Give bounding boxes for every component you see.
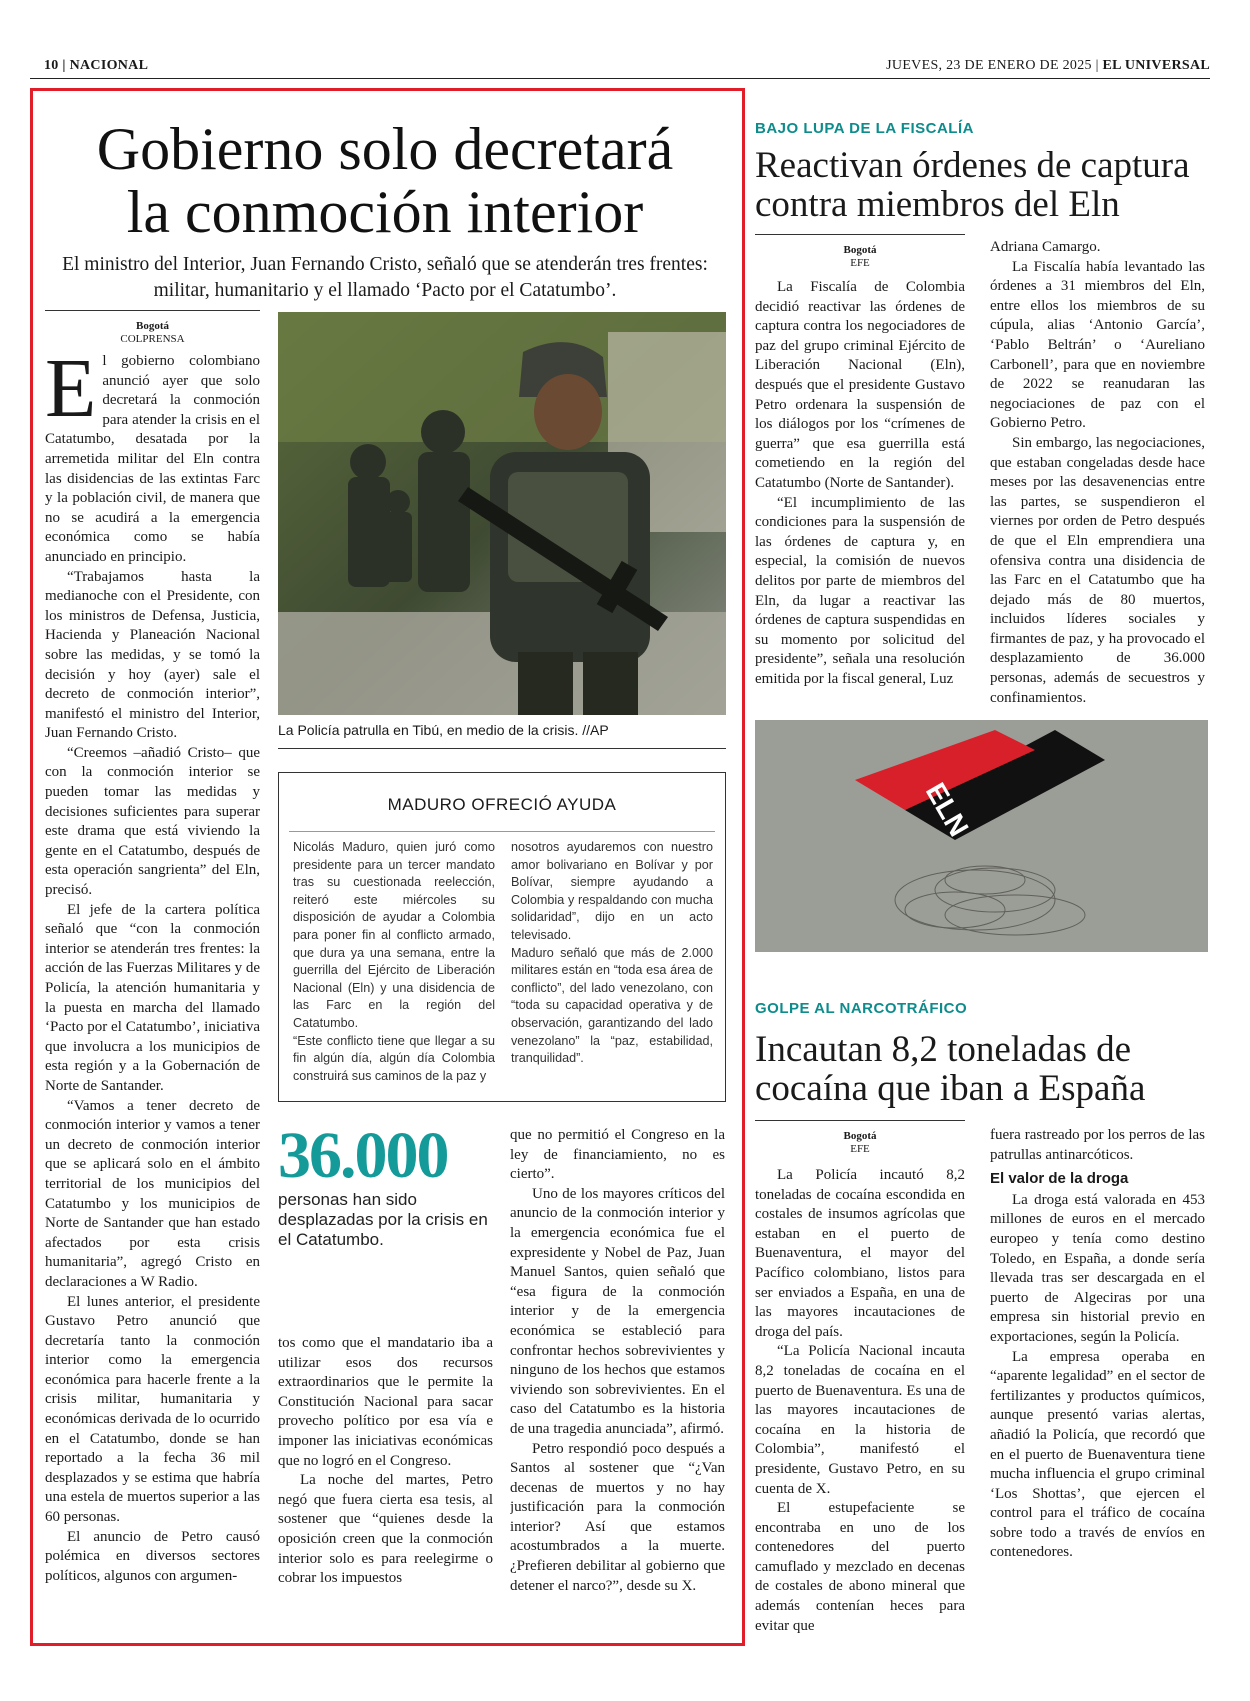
police-patrol-image <box>278 312 726 715</box>
eln-flag-image <box>755 720 1208 952</box>
eln-byline <box>755 244 965 270</box>
paragraph: La Fiscalía de Colombia decidió reactivar las órdenes de captura contra los negociadores de paz del grupo criminal Ejército de Liberación Nacional (Eln), después que el presidente Gustavo Petro ordenara la suspensión de los diálogos por los “crímenes de guerra” que esa guerrilla está cometiendo en la región del Catatumbo (Norte de Santander). <box>755 279 965 491</box>
page-number: 10 <box>44 58 59 73</box>
box-column-1 <box>293 839 495 1085</box>
main-headline <box>40 118 730 244</box>
byline-city: Bogotá <box>843 1130 877 1142</box>
byline-rule <box>45 310 260 311</box>
eln-headline-line2: contra miembros del Eln <box>755 184 1120 225</box>
page-folio: 10 | NACIONAL <box>44 58 149 73</box>
main-column-2 <box>278 1334 493 1634</box>
byline-city: Bogotá <box>136 320 169 332</box>
cocaine-byline <box>755 1130 965 1156</box>
box-title: MADURO OFRECIÓ AYUDA <box>387 795 617 814</box>
eln-flag-photo <box>755 720 1208 952</box>
paragraph: l gobierno colombiano anunció ayer que solo decretará la conmoción para atender la crisis en el Catatumbo, desatada por la arremetida militar del Eln contra las disidencias de las extintas Farc y la población civil, de manera que no se acudirá a la emergencia económica como se había anunciado en principio. <box>45 353 260 565</box>
eln-headline-line1: Reactivan órdenes de captura <box>755 145 1190 186</box>
paragraph: Petro respondió poco después a Santos al sostener que “¿Van decenas de muertos y no hay justificación para la conmoción interior? Así que estamos acostumbrados a la muerte. ¿Prefieren debilitar al gobierno que detener el narco?”, desde su X. <box>510 1440 725 1594</box>
header-rule <box>30 78 1210 79</box>
box-title-rule <box>289 831 715 832</box>
cocaine-headline-line1: Incautan 8,2 toneladas de <box>755 1029 1132 1070</box>
paragraph: Adriana Camargo. <box>990 239 1101 255</box>
paragraph: La Fiscalía había levantado las órdenes a 31 miembros del Eln, entre ellos los miembros de su cúpula, alias ‘Antonio García’, ‘Pablo Beltrán’ o ‘Aureliano Carbonell’, para que en noviembre de 2022 se reanudaran las negociaciones de paz con el Gobierno Petro. <box>990 258 1205 432</box>
section-name: NACIONAL <box>69 58 149 73</box>
page-dateline: JUEVES, 23 DE ENERO DE 2025 | EL UNIVERSAL <box>886 58 1210 73</box>
cocaine-headline <box>755 1030 1215 1108</box>
paragraph: “La Policía Nacional incauta 8,2 toneladas de cocaína en el puerto de Buenaventura. Es una de las mayores incautaciones de cocaína en la historia de Colombia”, manifestó el presidente, Gustavo Petro, en su cuenta de X. <box>755 1343 965 1497</box>
eln-column-1 <box>755 278 965 708</box>
box-paragraph: Maduro señaló que más de 2.000 militares están en “toda esa área de conflicto”, del lado venezolano, con “toda su capacidad operativa y de observación, garantizando del lado venezolano” la “paz, estabilidad, tranquilidad”. <box>511 945 713 1066</box>
cocaine-column-1 <box>755 1166 965 1636</box>
box-paragraph: “Este conflicto tiene que llegar a su fin algún día, algún día Colombia construirá sus caminos de la paz y <box>293 1033 495 1083</box>
box-paragraph: nosotros ayudaremos con nuestro amor bolivariano en Bolívar y por Bolívar, siempre ayudando a Colombia y respaldando con mucha solidaridad”, dijo en un acto televisado. <box>511 840 713 942</box>
box-paragraph: Nicolás Maduro, quien juró como presidente para un tercer mandato tras su cuestionada reelección, reiteró este miércoles su disposición de ayudar a Colombia para poner fin al conflicto armado, que dura ya una semana, entre la guerrilla del Ejército de Liberación Nacional (Eln) y una disidencia de las Farc en la región del Catatumbo. <box>293 840 495 1030</box>
paragraph: que no permitió el Congreso en la ley de financiamiento, no es cierto”. <box>510 1127 725 1183</box>
byline-city: Bogotá <box>843 244 877 256</box>
cocaine-column-2 <box>990 1126 1205 1636</box>
stat-number: 36.000 <box>278 1119 448 1192</box>
paragraph: Sin embargo, las negociaciones, que estaban congeladas desde hace meses por las desavenencias entre las partes, se suspendieron el viernes por orden de Petro después de que el Eln emprendiera una ofensiva contra una disidencia de las Farc en el Catatumbo que ha dejado más de 80 muertos, incluidos líderes sociales y firmantes de paz, y ha provocado el desplazamiento de 36.000 personas, además de secuestros y confinamientos. <box>990 434 1205 706</box>
byline-agency: COLPRENSA <box>120 333 185 345</box>
flag-text: ELN <box>919 777 975 842</box>
eln-headline <box>755 146 1215 224</box>
paragraph: La empresa operaba en “aparente legalidad” en el sector de fertilizantes y productos químicos, aunque presentó varias alertas, añadió la Policía, que recordó que en el puerto de Buenaventura tiene mucha influencia el grupo criminal ‘Los Shottas’, que ejercen el control para el tráfico de cocaína sobre todo a través de envíos en contenedores. <box>990 1348 1205 1561</box>
byline-agency: EFE <box>850 257 870 269</box>
kicker-narcotrafico: GOLPE AL NARCOTRÁFICO <box>755 1000 968 1017</box>
newspaper-name: EL UNIVERSAL <box>1102 58 1210 73</box>
paragraph: “El incumplimiento de las condiciones para la suspensión de las órdenes de captura y, en especial, la comisión de nuevos delitos por parte de miembros del Eln, da lugar a reactivar las órdenes de captura suspendidas en su momento por solicitud del presidente”, señala una resolución emitida por la fiscal general, Luz <box>755 494 965 687</box>
caption-rule <box>278 748 726 749</box>
paragraph: El anuncio de Petro causó polémica en diversos sectores políticos, algunos con argumen- <box>45 1528 260 1584</box>
paragraph: “Vamos a tener decreto de conmoción interior y vamos a tener un decreto de conmoción interior que se aplicará solo en el ámbito territorial de los municipios del Catatumbo y los municipios de Norte de Santander que han estado afectados por esta crisis humanitaria”, agregó Cristo en declaraciones a W Radio. <box>45 1097 260 1290</box>
issue-date: JUEVES, 23 DE ENERO DE 2025 <box>886 58 1092 73</box>
kicker-fiscalia: BAJO LUPA DE LA FISCALÍA <box>755 120 974 137</box>
main-photo <box>278 312 726 715</box>
main-column-1 <box>45 352 260 1642</box>
paragraph: tos como que el mandatario iba a utilizar esos dos recursos extraordinarios que le permite la Constitución Nacional para sacar provecho político por esa vía e imponer las iniciativas económicas que no logró en el Congreso. <box>278 1335 493 1469</box>
main-column-3 <box>510 1126 725 1636</box>
main-headline-line2: la conmoción interior <box>126 179 644 245</box>
main-byline <box>45 320 260 346</box>
paragraph: La noche del martes, Petro negó que fuera cierta esa tesis, al sostener que “quienes desde la oposición creen que la conmoción interior solo es para reelegirme o cobrar los impuestos <box>278 1472 493 1587</box>
box-column-2 <box>511 839 713 1068</box>
byline-rule <box>755 1120 965 1121</box>
cocaine-headline-line2: cocaína que iban a España <box>755 1068 1146 1109</box>
eln-column-2 <box>990 238 1205 708</box>
paragraph: La droga está valorada en 453 millones de euros en el mercado europeo y tenía como destino Toledo, en España, a donde sería llevada tras ser descargada en el puerto de Algeciras por una empresa sin historial previo en exportaciones, según la Policía. <box>990 1191 1205 1345</box>
main-headline-line1: Gobierno solo decretará <box>96 116 674 182</box>
paragraph: La Policía incautó 8,2 toneladas de cocaína escondida en costales de insumos agrícolas que estaban en el puerto de Buenaventura, el mayor del Pacífico colombiano, listos para ser enviados a España, en una de las mayores incautaciones de droga del país. <box>755 1167 965 1340</box>
paragraph: El estupefaciente se encontraba en uno de los contenedores del puerto camuflado y mezclado en decenas de costales de abono mineral que además contenían heces para evitar que <box>755 1500 965 1634</box>
paragraph: “Trabajamos hasta la medianoche con el Presidente, con los ministros de Defensa, Justicia, Hacienda y Planeación Nacional sobre las medidas, y se tomó la decisión y hoy (ayer) sale el decreto de conmoción interior”, manifestó el ministro del Interior, Juan Fernando Cristo. <box>45 568 260 742</box>
photo-caption: La Policía patrulla en Tibú, en medio de la crisis. //AP <box>278 722 609 738</box>
sidebar-box <box>278 772 726 1102</box>
paragraph: “Creemos –añadió Cristo– que con la conmoción interior se pueden tomar las medidas y decisiones suficientes para superar este drama que está viviendo la gente en el Catatumbo, después de esta operación sangrienta” del Eln, precisó. <box>45 744 260 899</box>
main-deck: El ministro del Interior, Juan Fernando Cristo, señaló que se atenderán tres frentes: militar, humanitario y el llamado ‘Pacto por el Catatumbo’. <box>62 254 708 301</box>
paragraph: Uno de los mayores críticos del anuncio de la conmoción interior y la emergencia económica fue el expresidente y Nobel de Paz, Juan Manuel Santos, quien señaló que “esa figura de la conmoción interior y de la emergencia económica se estableció para confrontar hechos sobrevivientes y ninguno de los hechos que estamos viviendo son sobrevivientes. En el caso del Catatumbo es la historia de una tragedia anunciada”, afirmó. <box>510 1185 725 1437</box>
paragraph: El lunes anterior, el presidente Gustavo Petro anunció que decretaría tanto la conmoción interior como la emergencia económica para hacerle frente a la crisis militar, humanitaria y económicas derivada de lo ocurrido en el Catatumbo, donde se han reportado a la fecha 36 mil desplazados y se estima que habría una estela de muertos superior a las 60 personas. <box>45 1293 260 1526</box>
paragraph: fuera rastreado por los perros de las patrullas antinarcóticos. <box>990 1127 1205 1163</box>
paragraph: El jefe de la cartera política señaló que “con la conmoción interior se atenderán tres frentes: la acción de las Fuerzas Militares y de Policía, la atención humanitaria y la puesta en marcha del llamado ‘Pacto por el Catatumbo’, iniciativa que involucra a los municipios de esta región y a la Gobernación de Norte de Santander. <box>45 901 260 1094</box>
stat-caption: personas han sido desplazadas por la crisis en el Catatumbo. <box>278 1190 488 1249</box>
drop-cap: E <box>45 352 97 435</box>
byline-agency: EFE <box>850 1143 870 1155</box>
byline-rule <box>755 234 965 235</box>
subheading: El valor de la droga <box>990 1170 1129 1188</box>
